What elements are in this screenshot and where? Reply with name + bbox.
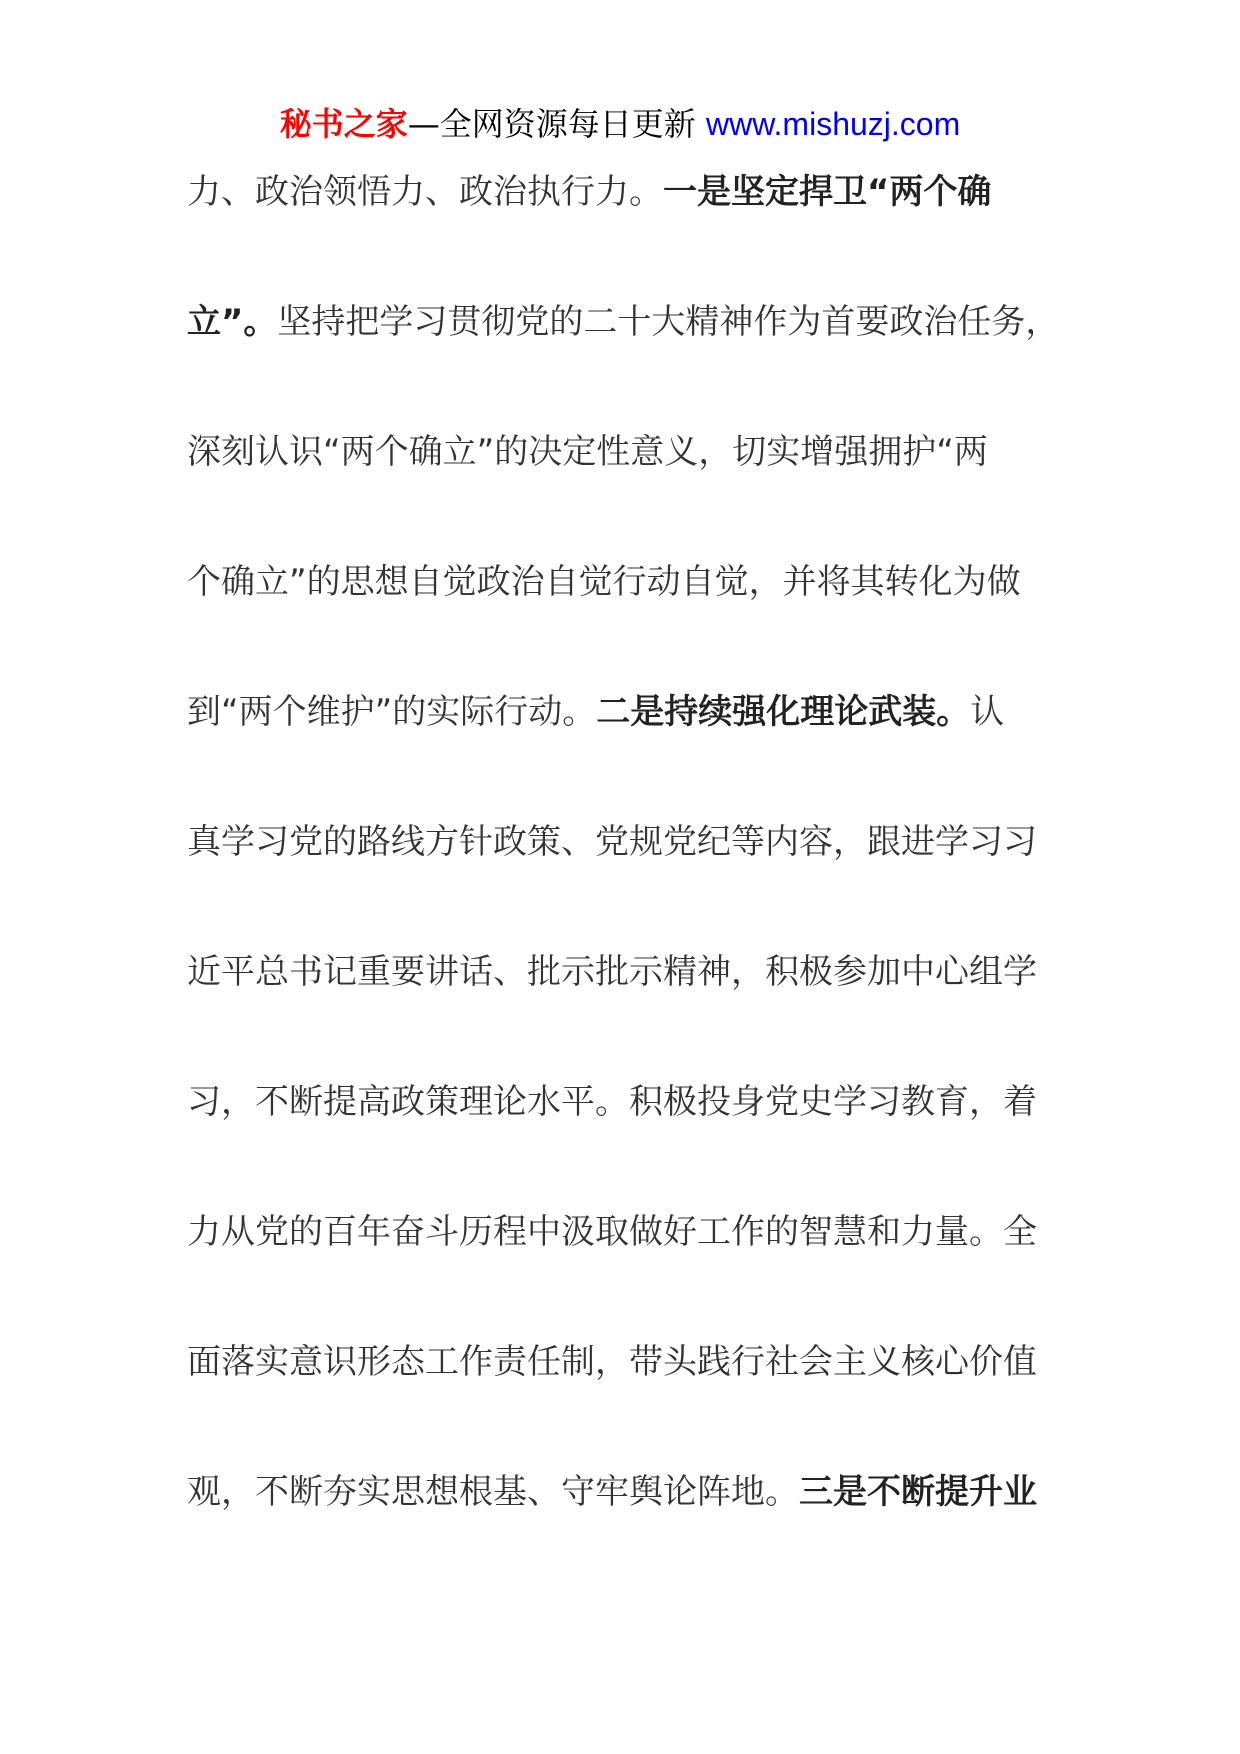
text-segment: 坚持把学习贯彻党的二十大精神作为首要政治任务， xyxy=(277,302,1060,342)
text-segment: 习，不断提高政策理论水平。积极投身党史学习教育，着 xyxy=(187,1082,1037,1122)
header-tagline: —全网资源每日更新 xyxy=(407,105,706,143)
page-header xyxy=(0,102,1240,146)
text-line xyxy=(187,1200,1087,1330)
text-segment: 力、政治领悟力、政治执行力。 xyxy=(187,172,663,212)
text-segment: 深刻认识“两个确立”的决定性意义，切实增强拥护“两 xyxy=(187,432,988,472)
text-segment: 个确立”的思想自觉政治自觉行动自觉，并将其转化为做 xyxy=(187,562,1021,602)
text-segment: 面落实意识形态工作责任制，带头践行社会主义核心价值 xyxy=(187,1342,1037,1382)
text-segment: 真学习党的路线方针政策、党规党纪等内容，跟进学习习 xyxy=(187,822,1037,862)
text-line xyxy=(187,940,1087,1070)
text-segment: 力从党的百年奋斗历程中汲取做好工作的智慧和力量。全 xyxy=(187,1212,1037,1252)
bold-text-segment: 三是不断提升业 xyxy=(799,1472,1037,1512)
text-line xyxy=(187,680,1087,810)
text-line xyxy=(187,290,1087,420)
document-body xyxy=(187,160,1087,1590)
bold-text-segment: 二是持续强化理论武装。 xyxy=(596,692,971,732)
text-segment: 观，不断夯实思想根基、守牢舆论阵地。 xyxy=(187,1472,799,1512)
text-line xyxy=(187,1460,1087,1590)
text-line xyxy=(187,550,1087,680)
text-line xyxy=(187,420,1087,550)
text-line xyxy=(187,1330,1087,1460)
text-line xyxy=(187,1070,1087,1200)
text-line xyxy=(187,810,1087,940)
text-line xyxy=(187,160,1087,290)
text-segment: 认 xyxy=(970,692,1005,732)
site-url-link[interactable]: www.mishuzj.com xyxy=(705,106,961,142)
bold-text-segment: 立”。 xyxy=(187,302,278,342)
text-segment: 近平总书记重要讲话、批示批示精神，积极参加中心组学 xyxy=(187,952,1037,992)
brand-name: 秘书之家 xyxy=(279,105,408,143)
bold-text-segment: 一是坚定捍卫“两个确 xyxy=(663,172,992,212)
text-segment: 到“两个维护”的实际行动。 xyxy=(187,692,597,732)
